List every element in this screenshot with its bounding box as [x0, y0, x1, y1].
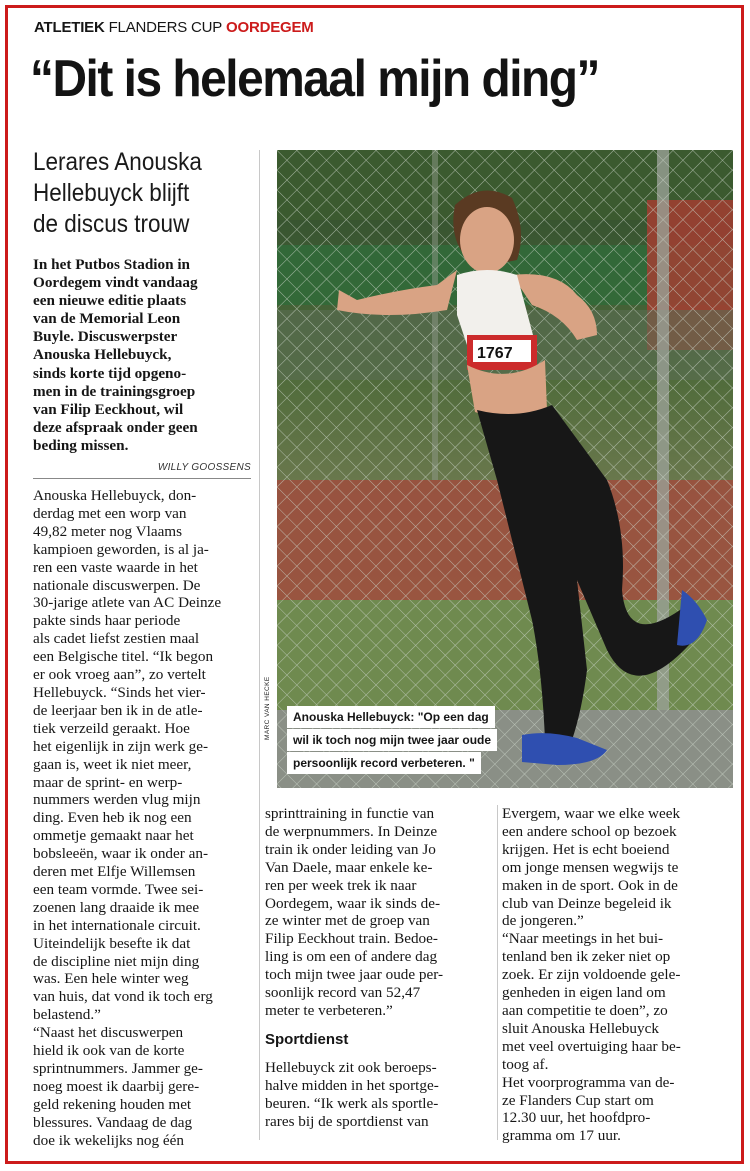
text-line: de werpnummers. In Deinze [265, 822, 438, 840]
caption-line: Anouska Hellebuyck: "Op een dag [287, 706, 495, 728]
text-line: doe ik wekelijks nog één [33, 1131, 184, 1149]
text-line: club van Deinze begeleid ik [502, 894, 672, 912]
photo-credit: MARC VAN HECKE [264, 676, 271, 740]
text-line: maar de sprint- en werp- [33, 773, 183, 791]
kicker [34, 19, 314, 36]
text-line: Buyle. Discuswerpster [33, 328, 178, 346]
text-line: ding. Even heb ik nog een [33, 809, 192, 827]
text-line: halve midden in het sportge- [265, 1076, 439, 1094]
body-column-2 [265, 805, 489, 1130]
text-line: 12.30 uur, het hoofdpro- [502, 1109, 651, 1127]
text-line: ren een vaste waarde in het [33, 558, 198, 576]
headline: “Dit is helemaal mijn ding” [30, 50, 600, 108]
text-line: een team vormde. Twee sei- [33, 880, 204, 898]
text-line: tenland ben ik zeker niet op [502, 948, 671, 966]
text-line: ren per week trek ik naar [265, 876, 417, 894]
section-subtitle: Sportdienst [265, 1030, 349, 1048]
caption-line: wil ik toch nog mijn twee jaar oude [287, 729, 497, 751]
text-line: aan competitie te doen”, zo [502, 1001, 668, 1019]
text-line: Oordegem, waar ik sinds de- [265, 894, 441, 912]
text-line: pakte sinds haar periode [33, 612, 181, 630]
subhead-line: de discus trouw [33, 210, 190, 238]
text-line: om jonge mensen wegwijs te [502, 858, 679, 876]
text-line: was. Een hele winter weg [33, 970, 189, 988]
text-line: Oordegem vindt vandaag [33, 274, 198, 292]
kicker-section: ATLETIEK [34, 19, 105, 36]
text-line: deze afspraak onder geen [33, 418, 198, 436]
byline: WILLY GOOSSENS [157, 462, 251, 473]
text-line: toog af. [502, 1055, 549, 1073]
text-line: “Naar meetings in het bui- [502, 930, 664, 948]
text-line: Van Daele, maar enkele ke- [265, 858, 433, 876]
text-line: Filip Eeckhout train. Bedoe- [265, 930, 438, 948]
text-line: gramma om 17 uur. [502, 1127, 621, 1145]
text-line: van Filip Eeckhout, wil [33, 400, 184, 418]
text-line: nummers werden vlug mijn [33, 791, 201, 809]
body-column-1 [33, 487, 255, 1150]
text-line: maken in de sport. Ook in de [502, 876, 678, 894]
text-line: sinds korte tijd opgeno- [33, 364, 187, 382]
bib-number: 1767 [477, 345, 513, 362]
text-line: 30-jarige atlete van AC Deinze [33, 594, 222, 612]
text-line: soonlijk record van 52,47 [265, 984, 421, 1002]
text-line: belastend.” [33, 1006, 101, 1024]
caption-line: persoonlijk record verbeteren. " [287, 752, 481, 774]
text-line: sluit Anouska Hellebuyck [502, 1019, 659, 1037]
text-line: beuren. “Ik werk als sportle- [265, 1094, 439, 1112]
text-line: noeg moest ik daarbij gere- [33, 1077, 200, 1095]
body-column-2-text [265, 805, 489, 1020]
intro-paragraph [33, 256, 255, 455]
text-line: het eigenlijk in zijn werk ge- [33, 737, 209, 755]
text-line: ze winter met de groep van [265, 912, 430, 930]
column-divider [497, 805, 498, 1140]
text-line: Evergem, waar we elke week [502, 805, 681, 822]
photo-caption [287, 706, 497, 775]
column-divider [259, 150, 260, 1140]
text-line: Anouska Hellebuyck, [33, 346, 172, 364]
text-line: in het internationale circuit. [33, 916, 201, 934]
text-line: tiek verzeild geraakt. Hoe [33, 719, 190, 737]
athlete-photo [277, 150, 733, 788]
text-line: een nieuwe editie plaats [33, 292, 187, 310]
text-line: gaan is, weet ik niet meer, [33, 755, 192, 773]
text-line: Hellebuyck. “Sinds het vier- [33, 683, 206, 701]
text-line: 49,82 meter nog Vlaams [33, 522, 183, 540]
text-line: van huis, dat vond ik toch erg [33, 988, 213, 1006]
text-line: rares bij de sportdienst van [265, 1112, 429, 1130]
text-line: nationale discuswerpen. De [33, 576, 201, 594]
byline-divider [33, 478, 251, 479]
text-line: als cadet liefst zestien maal [33, 630, 200, 648]
text-line: er ook vroeg aan”, zo vertelt [33, 666, 206, 684]
text-line: In het Putbos Stadion in [33, 256, 190, 273]
text-line: hield ik ook van de korte [33, 1042, 185, 1060]
text-line: sprinttraining in functie van [265, 805, 435, 822]
subhead [33, 147, 236, 240]
text-line: train ik onder leiding van Jo [265, 840, 436, 858]
text-line: men in de trainingsgroep [33, 382, 196, 400]
text-line: een andere school op bezoek [502, 822, 677, 840]
text-line: de jongeren.” [502, 912, 584, 930]
text-line: kampioen geworden, is al ja- [33, 540, 209, 558]
text-line: zoenen lang draaide ik mee [33, 898, 200, 916]
text-line: van de Memorial Leon [33, 310, 181, 328]
subhead-line: Lerares Anouska [33, 148, 202, 176]
text-line: ze Flanders Cup start om [502, 1091, 654, 1109]
subhead-line: Hellebuyck blijft [33, 179, 190, 207]
text-line: deren met Elfje Willemsen [33, 863, 196, 881]
text-line: Hellebuyck zit ook beroeps- [265, 1058, 437, 1076]
text-line: ommetje gemaakt naar het [33, 827, 194, 845]
text-line: toch mijn twee jaar oude per- [265, 966, 444, 984]
text-line: de leerjaar ben ik in de atle- [33, 701, 203, 719]
kicker-place: OORDEGEM [226, 19, 314, 36]
body-column-3 [502, 805, 727, 1145]
text-line: Het voorprogramma van de- [502, 1073, 675, 1091]
text-line: beding missen. [33, 436, 129, 454]
text-line: Anouska Hellebuyck, don- [33, 487, 197, 504]
text-line: geld rekening houden met [33, 1095, 192, 1113]
text-line: bobsleeën, waar ik onder an- [33, 845, 209, 863]
text-line: krijgen. Het is echt boeiend [502, 840, 670, 858]
text-line: met veel overtuiging haar be- [502, 1037, 681, 1055]
text-line: “Naast het discuswerpen [33, 1024, 184, 1042]
text-line: meter te verbeteren.” [265, 1001, 393, 1019]
text-line: sprintnummers. Jammer ge- [33, 1060, 203, 1077]
text-line: de discipline niet mijn ding [33, 952, 200, 970]
text-line: ling is om een of andere dag [265, 948, 438, 966]
text-line: genheden in eigen land om [502, 984, 666, 1002]
kicker-event: FLANDERS CUP [108, 19, 223, 36]
text-line: blessures. Vandaag de dag [33, 1113, 193, 1131]
text-line: zoek. Er zijn voldoende gele- [502, 966, 681, 984]
text-line: een Belgische titel. “Ik begon [33, 648, 214, 666]
body-column-2-text-b [265, 1059, 489, 1131]
text-line: Uiteindelijk besefte ik dat [33, 934, 191, 952]
text-line: derdag met een worp van [33, 504, 187, 522]
